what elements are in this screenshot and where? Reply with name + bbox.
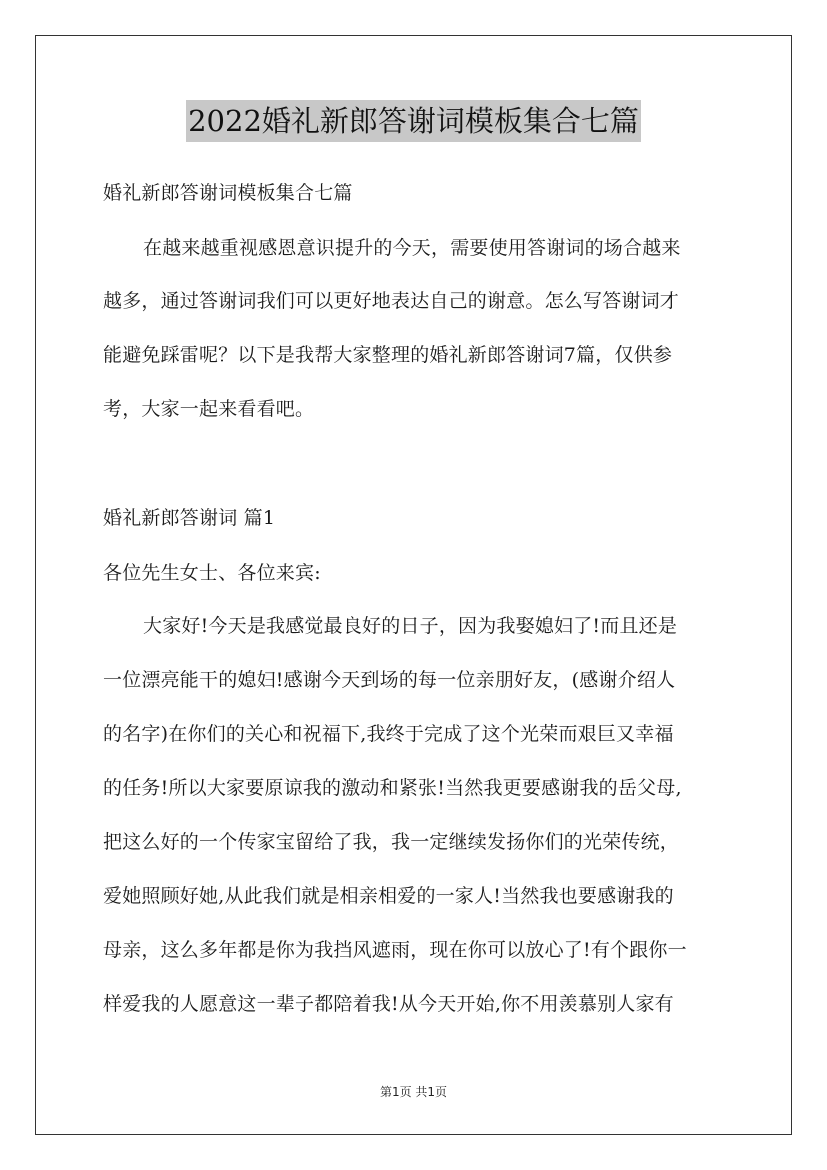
body-line: 样爱我的人愿意这一辈子都陪着我!从今天开始,你不用羡慕别人家有 [103,993,674,1015]
document-subtitle: 婚礼新郎答谢词模板集合七篇 [103,182,353,204]
body-line: 的任务!所以大家要原谅我的激动和紧张!当然我更要感谢我的岳父母, [103,777,682,799]
body-line: 把这么好的一个传家宝留给了我，我一定继续发扬你们的光荣传统， [103,831,680,853]
title-container [0,100,827,142]
body-line: 母亲，这么多年都是你为我挡风遮雨，现在你可以放心了!有个跟你一 [103,939,687,961]
intro-line: 越多，通过答谢词我们可以更好地表达自己的谢意。怎么写答谢词才 [103,290,680,312]
body-line: 一位漂亮能干的媳妇!感谢今天到场的每一位亲朋好友，(感谢介绍人 [103,669,676,691]
body-line: 大家好!今天是我感觉最良好的日子，因为我娶媳妇了!而且还是 [143,615,678,637]
page-footer: 第1页 共1页 [379,1085,448,1099]
intro-line: 能避免踩雷呢？以下是我帮大家整理的婚礼新郎答谢词7篇，仅供参 [103,344,673,366]
section-heading: 婚礼新郎答谢词 篇1 [103,507,276,529]
body-line: 爱她照顾好她,从此我们就是相亲相爱的一家人!当然我也要感谢我的 [103,885,674,907]
body-line: 的名字)在你们的关心和祝福下,我终于完成了这个光荣而艰巨又幸福 [103,723,674,745]
intro-line: 考，大家一起来看看吧。 [103,398,315,420]
document-title: 2022婚礼新郎答谢词模板集合七篇 [186,100,641,142]
intro-line: 在越来越重视感恩意识提升的今天，需要使用答谢词的场合越来 [143,237,681,259]
salutation: 各位先生女士、各位来宾: [103,562,321,584]
